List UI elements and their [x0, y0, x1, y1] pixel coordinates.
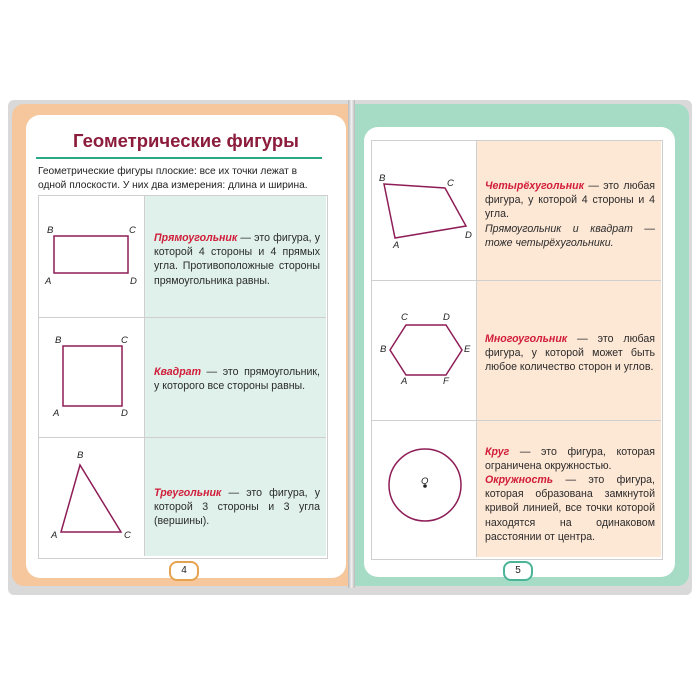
polygon-definition: Многоугольник — это любая фигура, у которой может быть любое количество сторон и углов. — [485, 333, 655, 374]
intro-text: Геометрические фигуры плоские: все их точки лежат в одной плоскости. У них два измерения: длина и ширина. — [38, 166, 308, 191]
right-column-divider — [476, 141, 477, 557]
square-label-a: A — [53, 408, 60, 419]
rectangle-label-c: C — [129, 225, 136, 236]
hexagon-label-b: B — [380, 344, 387, 355]
quadrilateral-figure — [372, 160, 476, 260]
triangle-definition: Треугольник — это фигура, у которой 3 стороны и 3 угла (вершины). — [154, 487, 320, 528]
term-rectangle: Прямоугольник — [154, 232, 238, 244]
book-spine — [348, 100, 355, 588]
hexagon-figure — [372, 310, 476, 390]
rectangle-definition: Прямоугольник — это фигура, у которой 4 стороны и 4 прямых угла. Противоположные стороны прямоугольника равны. — [154, 232, 320, 287]
triangle-label-a: A — [51, 530, 58, 541]
page-number-left: 4 — [169, 561, 199, 581]
quadrilateral-label-b: B — [379, 173, 386, 184]
quadrilateral-label-d: D — [465, 230, 472, 241]
term-circle: Круг — [485, 446, 510, 458]
rectangle-label-a: A — [45, 276, 52, 287]
square-label-c: C — [121, 335, 128, 346]
circle-definition: Круг — это фигура, которая ограничена окружностью. — [485, 446, 655, 473]
circle-figure — [372, 440, 476, 545]
right-row-divider-1 — [372, 280, 661, 281]
triangle-label-c: C — [124, 530, 131, 541]
right-row-divider-2 — [372, 420, 661, 421]
hexagon-label-e: E — [464, 344, 471, 355]
circumference-definition: Окружность — это фигура, которая образована замкнутой кривой линией, все точки которой находятся на одинаковом расстоянии от центра. — [485, 474, 655, 543]
rectangle-label-d: D — [130, 276, 137, 287]
square-label-d: D — [121, 408, 128, 419]
hexagon-label-a: A — [401, 376, 408, 387]
left-column-divider — [144, 196, 145, 556]
hexagon-label-c: C — [401, 312, 408, 323]
hexagon-label-f: F — [443, 376, 449, 387]
triangle-label-b: B — [77, 450, 84, 461]
quadrilateral-definition: Четырёхугольник — это любая фигура, у которой 4 стороны и 4 угла. Прямоугольник и квадрат — тоже четырёхугольники. — [485, 180, 655, 249]
term-triangle: Треугольник — [154, 487, 222, 499]
quadrilateral-label-c: C — [447, 178, 454, 189]
hexagon-label-d: D — [443, 312, 450, 323]
term-square: Квадрат — [154, 366, 201, 378]
left-row-divider-1 — [39, 317, 326, 318]
term-polygon: Многоугольник — [485, 333, 568, 345]
term-circumference: Окружность — [485, 474, 554, 486]
square-label-b: B — [55, 335, 62, 346]
left-row-divider-2 — [39, 437, 326, 438]
page-number-right: 5 — [503, 561, 533, 581]
page-title: Геометрические фигуры — [73, 130, 299, 151]
title-divider — [36, 157, 322, 159]
circle-center-label: O — [421, 476, 429, 487]
quadrilateral-label-a: A — [393, 240, 400, 251]
quadrilateral-note: Прямоугольник и квадрат — тоже четырёхугольники. — [485, 222, 655, 249]
square-definition: Квадрат — это прямоугольник, у которого все стороны равны. — [154, 366, 320, 393]
rectangle-label-b: B — [47, 225, 54, 236]
term-quadrilateral: Четырёхугольник — [485, 180, 584, 192]
